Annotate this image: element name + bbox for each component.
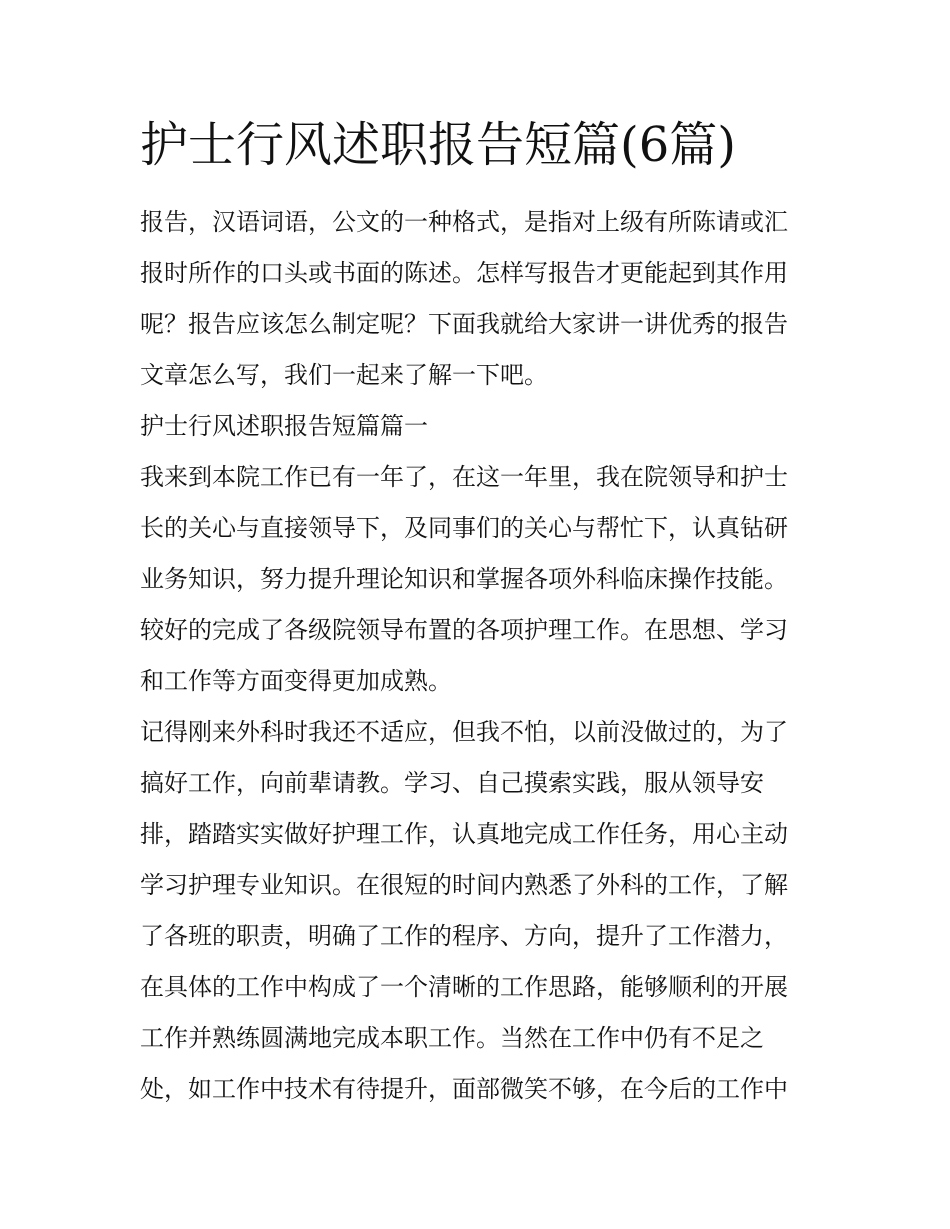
text-line: 文章怎么写，我们一起来了解一下吧。: [140, 361, 548, 389]
text-line: 在具体的工作中构成了一个清晰的工作思路，能够顺利的开展: [140, 973, 788, 1001]
paragraph-one: [140, 452, 820, 707]
document-body: [140, 197, 820, 1115]
text-line: 呢？报告应该怎么制定呢？下面我就给大家讲一讲优秀的报告: [140, 310, 788, 338]
document-title: 护士行风述职报告短篇(6篇): [140, 117, 736, 173]
text-line: 报时所作的口头或书面的陈述。怎样写报告才更能起到其作用: [140, 259, 788, 287]
text-line: 长的关心与直接领导下，及同事们的关心与帮忙下，认真钻研: [140, 514, 788, 542]
text-line: 处，如工作中技术有待提升，面部微笑不够，在今后的工作中: [140, 1075, 788, 1103]
text-line: 搞好工作，向前辈请教。学习、自己摸索实践，服从领导安: [140, 769, 764, 797]
section-heading: 护士行风述职报告短篇篇一: [140, 412, 428, 440]
text-line: 较好的完成了各级院领导布置的各项护理工作。在思想、学习: [140, 616, 788, 644]
text-line: 业务知识，努力提升理论知识和掌握各项外科临床操作技能。: [140, 565, 788, 593]
text-line: 报告，汉语词语，公文的一种格式，是指对上级有所陈请或汇: [140, 208, 788, 236]
text-line: 工作并熟练圆满地完成本职工作。当然在工作中仍有不足之: [140, 1024, 764, 1052]
text-line: 和工作等方面变得更加成熟。: [140, 667, 452, 695]
intro-paragraph: [140, 197, 820, 401]
text-line: 我来到本院工作已有一年了，在这一年里，我在院领导和护士: [140, 463, 788, 491]
text-line: 排，踏踏实实做好护理工作，认真地完成工作任务，用心主动: [140, 820, 788, 848]
paragraph-two: [140, 707, 820, 1115]
text-line: 记得刚来外科时我还不适应，但我不怕，以前没做过的，为了: [140, 718, 788, 746]
text-line: 了各班的职责，明确了工作的程序、方向，提升了工作潜力，: [140, 922, 788, 950]
text-line: 学习护理专业知识。在很短的时间内熟悉了外科的工作，了解: [140, 871, 788, 899]
